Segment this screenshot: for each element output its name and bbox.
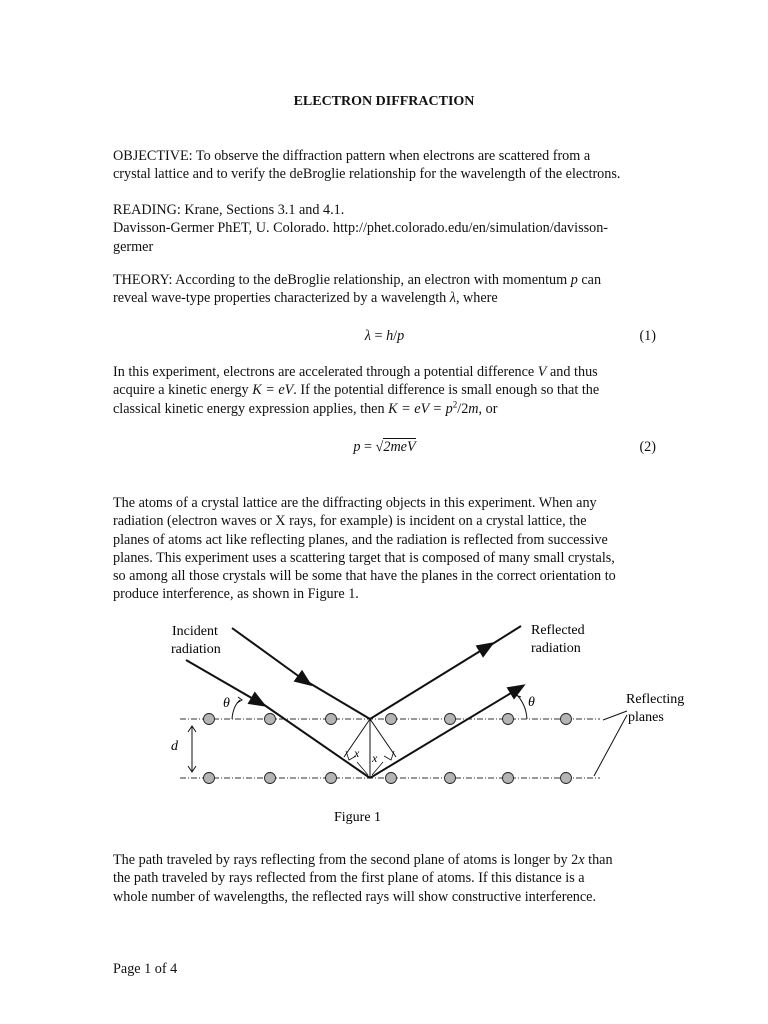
label-x-left: x — [354, 746, 360, 760]
label-reflected-1: Reflected — [531, 623, 585, 638]
label-reflecting-2: planes — [628, 710, 664, 725]
page-title: ELECTRON DIFFRACTION — [293, 94, 475, 109]
theory-var-lambda: λ — [449, 290, 456, 307]
p2-text-c: acquire a kinetic energy — [113, 382, 253, 399]
p2-eq-kevp: K = eV = p — [388, 400, 453, 417]
reflected-ray-upper-arrow-icon — [370, 645, 490, 719]
atom-icon — [204, 773, 215, 784]
paragraph-4 — [113, 851, 658, 906]
reading-line-2: Davisson-Germer PhET, U. Colorado. http://phet.colorado.edu/en/simulation/davisson- — [113, 220, 609, 237]
theory-text-d: , where — [455, 290, 498, 307]
p3-line-5: so among all those crystals will be some that have the planes in the correct orientation to — [113, 568, 616, 585]
label-theta-left: θ — [223, 696, 230, 711]
atom-icon — [386, 773, 397, 784]
incident-ray-lower — [260, 702, 370, 778]
label-x-right: x — [372, 751, 378, 765]
label-incident-1: Incident — [172, 624, 218, 639]
objective-line-1: OBJECTIVE: To observe the diffraction pattern when electrons are scattered from a — [113, 148, 591, 164]
atom-icon — [561, 714, 572, 725]
equation-2-number: (2) — [639, 439, 656, 455]
leader-line-top — [603, 711, 627, 720]
atom-icon — [445, 714, 456, 725]
p4-text-b: than — [584, 852, 613, 868]
p4-line-2: the path traveled by rays reflected from the first plane of atoms. If this distance is a — [113, 870, 585, 887]
p2-text-g: , or — [478, 400, 498, 417]
label-d: d — [171, 739, 178, 754]
p3-line-1: The atoms of a crystal lattice are the diffracting objects in this experiment. When any — [113, 495, 597, 511]
eq2-p: p — [353, 439, 361, 455]
atom-icon — [503, 773, 514, 784]
atom-icon — [326, 714, 337, 725]
p2-var-v: V — [537, 364, 547, 380]
atom-icon — [265, 773, 276, 784]
reading-line-1: READING: Krane, Sections 3.1 and 4.1. — [113, 202, 345, 218]
eq1-p: p — [397, 328, 405, 344]
label-reflecting-1: Reflecting — [626, 692, 685, 707]
figure-caption: Figure 1 — [334, 810, 382, 825]
atom-icon — [326, 773, 337, 784]
atom-icon — [386, 714, 397, 725]
page-number-footer: Page 1 of 4 — [113, 961, 178, 977]
eq1-equals: = — [370, 328, 387, 344]
incident-ray-upper — [306, 681, 370, 719]
eq2-equals: = — [360, 439, 376, 455]
p4-line-1 — [113, 851, 658, 869]
incident-ray-upper-arrow-icon — [232, 628, 308, 683]
eq1-h: h — [386, 328, 394, 344]
p2-text-e: classical kinetic energy expression applies, then — [113, 400, 389, 417]
p4-text-a: The path traveled by rays reflecting from the second plane of atoms is longer by 2 — [113, 852, 579, 868]
equation-1-number: (1) — [639, 328, 656, 344]
atom-icon — [265, 714, 276, 725]
leader-line-bottom — [594, 715, 627, 776]
atom-icon — [503, 714, 514, 725]
reflected-ray-upper — [486, 626, 521, 648]
objective-line-2: crystal lattice and to verify the deBroglie relationship for the wavelength of the electrons. — [113, 166, 621, 183]
eq1-lambda: λ — [364, 328, 371, 344]
p2-eq-kev: K = eV — [252, 382, 294, 399]
theory-text-b: can — [577, 272, 602, 288]
theory-text-a: THEORY: According to the deBroglie relationship, an electron with momentum — [113, 272, 571, 288]
atom-icon — [204, 714, 215, 725]
theory-var-p: p — [570, 272, 578, 288]
p3-line-4: planes. This experiment uses a scattering target that is composed of many small crystals, — [113, 549, 615, 566]
eq1-slash: / — [393, 328, 398, 344]
sqrt-icon: √ — [375, 439, 384, 455]
theta-arc-left — [232, 700, 240, 719]
label-reflected-2: radiation — [531, 641, 581, 656]
reflected-ray-lower-arrow-icon — [370, 687, 521, 778]
theta-arc-right — [516, 694, 527, 719]
label-theta-right: θ — [528, 695, 535, 710]
theory-text-c: reveal wave-type properties characterized by a wavelength — [113, 290, 450, 307]
reading-line-3: germer — [113, 238, 154, 255]
atom-icon — [445, 773, 456, 784]
p2-var-m: m — [468, 400, 479, 417]
p2-sup-2: 2 — [452, 398, 458, 409]
eq2-radicand: 2meV — [383, 439, 416, 455]
label-incident-2: radiation — [171, 642, 221, 657]
theta-arrowhead-right-icon — [515, 691, 521, 697]
p2-text-a: In this experiment, electrons are accelerated through a potential difference — [113, 364, 538, 380]
p3-line-6: produce interference, as shown in Figure 1. — [113, 586, 359, 603]
p2-text-f: /2 — [457, 400, 469, 417]
p2-text-b: and thus — [546, 364, 598, 380]
p4-line-3: whole number of wavelengths, the reflected rays will show constructive interference. — [113, 888, 596, 905]
atom-icon — [561, 773, 572, 784]
p4-var-x: x — [578, 852, 585, 868]
p2-text-d: . If the potential difference is small enough so that the — [293, 382, 600, 399]
p3-line-3: planes of atoms act like reflecting planes, and the radiation is reflected from successive — [113, 531, 608, 548]
p3-line-2: radiation (electron waves or X rays, for example) is incident on a crystal lattice, the — [113, 513, 587, 530]
